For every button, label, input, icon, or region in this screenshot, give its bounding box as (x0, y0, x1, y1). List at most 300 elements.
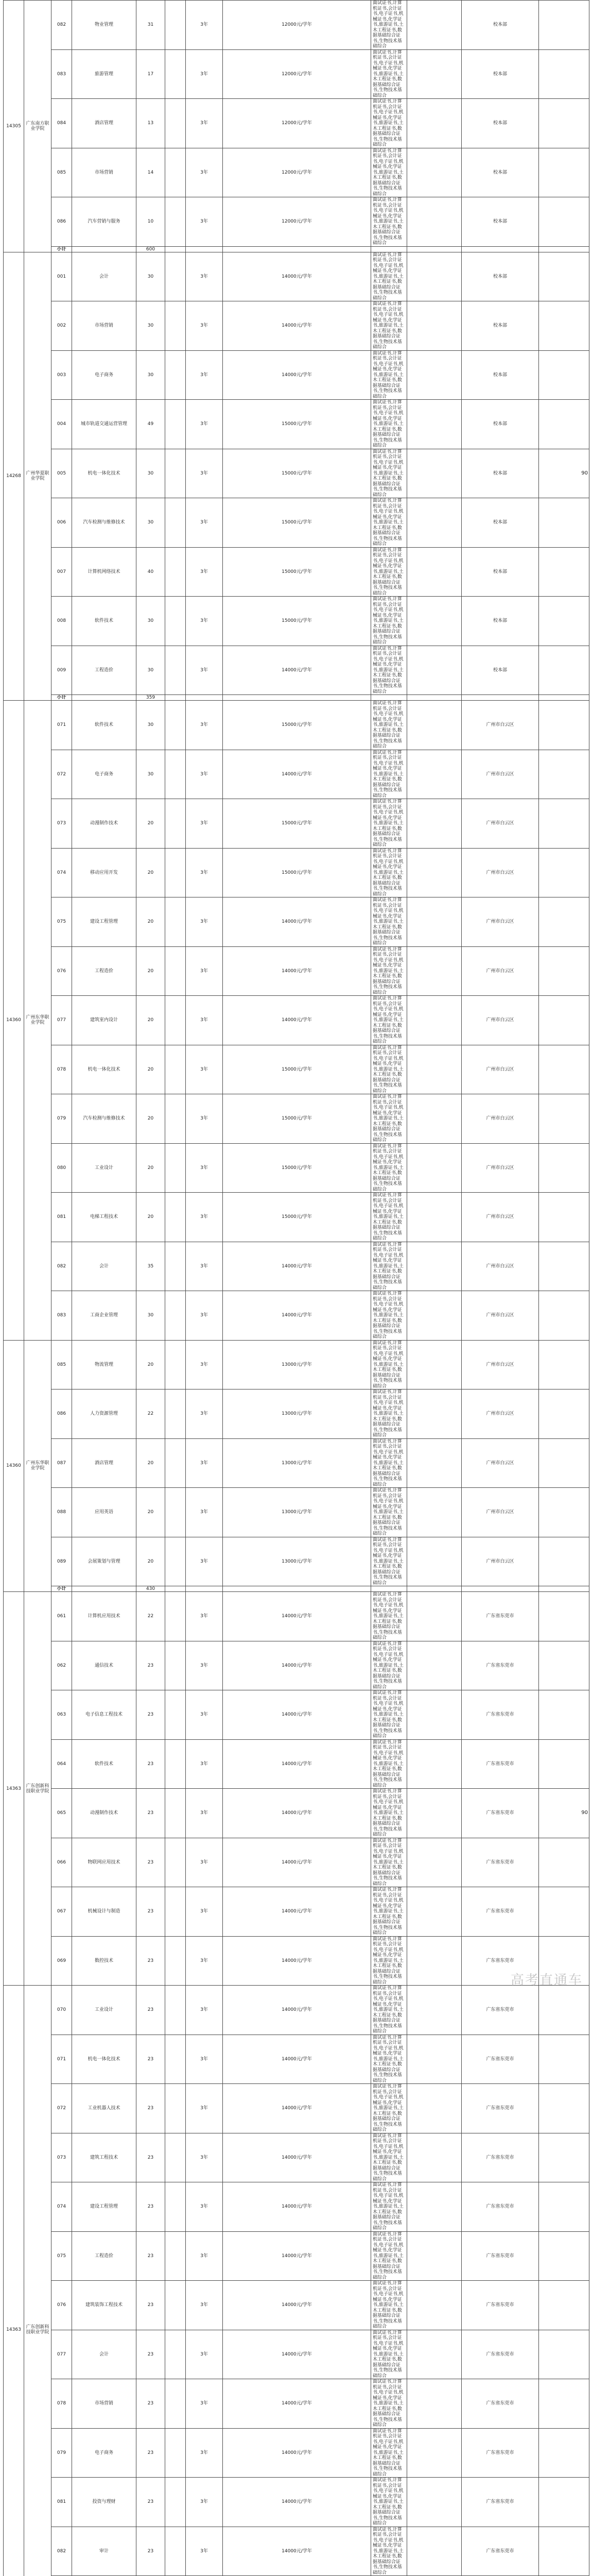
blank-cell (539, 1094, 589, 1144)
major-code: 007 (51, 547, 72, 597)
blank-cell (407, 646, 462, 695)
tuition-fee: 15000元/学年 (223, 498, 371, 548)
campus-location: 广州市白云区 (462, 1193, 539, 1242)
blank-cell (165, 1838, 186, 1887)
tuition-fee: 12000元/学年 (223, 99, 371, 148)
blank-cell (407, 2182, 462, 2232)
blank-cell (407, 1592, 462, 1641)
exam-remarks: 面试证书,计算机证书,会计证书,电子证书,机械证书,化学证书,旅游证书,土木工程证书,数据基础综合证书,生物技术基础综合 (371, 2379, 407, 2429)
study-length: 3年 (186, 498, 223, 548)
blank-cell (539, 2133, 589, 2182)
study-length: 3年 (186, 996, 223, 1045)
blank-cell (165, 848, 186, 897)
plan-count: 30 (136, 301, 165, 351)
blank-cell (407, 1242, 462, 1291)
major-code: 002 (51, 301, 72, 351)
blank-cell (165, 2527, 186, 2576)
plan-count: 23 (136, 1789, 165, 1838)
study-length: 3年 (186, 1045, 223, 1094)
major-name: 电梯工程技术 (72, 1193, 136, 1242)
campus-location: 广州市白云区 (462, 1242, 539, 1291)
study-length: 3年 (186, 350, 223, 400)
tuition-fee: 13000元/学年 (223, 1438, 371, 1488)
blank-cell (407, 301, 462, 351)
tuition-fee: 14000元/学年 (223, 2084, 371, 2133)
study-length: 3年 (186, 597, 223, 646)
major-name: 物流管理 (72, 1340, 136, 1389)
major-name: 物联网应用技术 (72, 1838, 136, 1887)
major-code: 082 (51, 1, 72, 50)
blank-cell (539, 1045, 589, 1094)
study-length: 3年 (186, 1936, 223, 1986)
major-code: 087 (51, 1438, 72, 1488)
exam-remarks: 面试证书,计算机证书,会计证书,电子证书,机械证书,化学证书,旅游证书,土木工程证书,数据基础综合证书,生物技术基础综合 (371, 1438, 407, 1488)
campus-location: 广东省东莞市 (462, 2231, 539, 2281)
blank-cell (539, 1242, 589, 1291)
subtotal-row (4, 246, 589, 252)
school-name: 广州东华职业学院 (24, 1340, 51, 1592)
blank-cell (539, 1887, 589, 1937)
blank-cell (165, 1586, 186, 1592)
blank-cell (186, 695, 223, 701)
blank-cell (407, 701, 462, 750)
blank-cell (539, 1, 589, 50)
blank-cell (539, 597, 589, 646)
major-name: 城市轨道交通运营管理 (72, 400, 136, 449)
table-row (4, 49, 589, 99)
major-name: 市场营销 (72, 301, 136, 351)
blank-cell (539, 2527, 589, 2576)
campus-location: 校本部 (462, 1, 539, 50)
plan-count: 13 (136, 99, 165, 148)
blank-cell (407, 1438, 462, 1488)
table-row (4, 1242, 589, 1291)
plan-count: 20 (136, 1143, 165, 1193)
study-length: 3年 (186, 2330, 223, 2379)
tuition-fee: 13000元/学年 (223, 1389, 371, 1439)
campus-location: 广东省东莞市 (462, 1936, 539, 1986)
exam-remarks: 面试证书,计算机证书,会计证书,电子证书,机械证书,化学证书,旅游证书,土木工程证书,数据基础综合证书,生物技术基础综合 (371, 2281, 407, 2330)
exam-remarks: 面试证书,计算机证书,会计证书,电子证书,机械证书,化学证书,旅游证书,土木工程证书,数据基础综合证书,生物技术基础综合 (371, 1488, 407, 1537)
blank-cell (165, 350, 186, 400)
blank-cell (407, 2231, 462, 2281)
major-name: 会展策划与管理 (72, 1537, 136, 1586)
blank-cell (407, 1045, 462, 1094)
blank-cell (539, 547, 589, 597)
tuition-fee: 14000元/学年 (223, 996, 371, 1045)
major-name: 会计 (72, 2330, 136, 2379)
plan-count: 30 (136, 750, 165, 799)
campus-location: 校本部 (462, 597, 539, 646)
plan-count: 20 (136, 1438, 165, 1488)
exam-remarks: 面试证书,计算机证书,会计证书,电子证书,机械证书,化学证书,旅游证书,土木工程证书,数据基础综合证书,生物技术基础综合 (371, 1739, 407, 1789)
major-name: 审计 (72, 2527, 136, 2576)
major-code: 081 (51, 2478, 72, 2527)
major-name: 电子商务 (72, 2428, 136, 2478)
blank-cell (539, 1438, 589, 1488)
plan-count: 23 (136, 1641, 165, 1690)
school-code: 14360 (4, 1340, 24, 1592)
study-length: 3年 (186, 197, 223, 247)
exam-remarks: 面试证书,计算机证书,会计证书,电子证书,机械证书,化学证书,旅游证书,土木工程证书,数据基础综合证书,生物技术基础综合 (371, 1592, 407, 1641)
blank-cell (407, 597, 462, 646)
study-length: 3年 (186, 1592, 223, 1641)
plan-count: 49 (136, 400, 165, 449)
tuition-fee: 14000元/学年 (223, 946, 371, 996)
blank-cell (539, 996, 589, 1045)
table-row (4, 2133, 589, 2182)
major-code: 084 (51, 99, 72, 148)
blank-cell (539, 897, 589, 947)
major-name: 工程造价 (72, 946, 136, 996)
blank-cell (165, 1789, 186, 1838)
blank-cell (539, 400, 589, 449)
table-row (4, 848, 589, 897)
blank-cell (539, 1291, 589, 1341)
blank-cell (407, 2527, 462, 2576)
plan-count: 20 (136, 848, 165, 897)
blank-cell (165, 252, 186, 301)
table-row (4, 498, 589, 548)
blank-cell (539, 2330, 589, 2379)
blank-cell (407, 1690, 462, 1740)
study-length: 3年 (186, 2133, 223, 2182)
subtotal-label: 小计 (51, 695, 72, 701)
major-name: 物业管理 (72, 1, 136, 50)
blank-cell (539, 1193, 589, 1242)
study-length: 3年 (186, 646, 223, 695)
blank-cell (539, 695, 589, 701)
plan-count: 20 (136, 1094, 165, 1144)
major-name: 移动应用开发 (72, 848, 136, 897)
blank-cell (186, 1586, 223, 1592)
blank-cell (371, 1586, 407, 1592)
table-row (4, 547, 589, 597)
blank-cell (165, 2231, 186, 2281)
table-row (4, 1143, 589, 1193)
tuition-fee: 15000元/学年 (223, 449, 371, 498)
plan-count: 23 (136, 2527, 165, 2576)
blank-cell (407, 996, 462, 1045)
major-name: 数控技术 (72, 1936, 136, 1986)
campus-location: 校本部 (462, 547, 539, 597)
blank-cell (186, 246, 223, 252)
table-row (4, 2379, 589, 2429)
exam-remarks: 面试证书,计算机证书,会计证书,电子证书,机械证书,化学证书,旅游证书,土木工程证书,数据基础综合证书,生物技术基础综合 (371, 1242, 407, 1291)
tuition-fee: 15000元/学年 (223, 1045, 371, 1094)
study-length: 3年 (186, 148, 223, 197)
major-name: 应用英语 (72, 1488, 136, 1537)
table-row (4, 350, 589, 400)
blank-cell (539, 49, 589, 99)
plan-count: 20 (136, 1537, 165, 1586)
tuition-fee: 14000元/学年 (223, 2379, 371, 2429)
school-name: 广东创新科技职业学院 (24, 1986, 51, 2576)
blank-cell (539, 1537, 589, 1586)
major-code: 076 (51, 2281, 72, 2330)
school-code: 14305 (4, 1, 24, 252)
exam-remarks: 面试证书,计算机证书,会计证书,电子证书,机械证书,化学证书,旅游证书,土木工程证书,数据基础综合证书,生物技术基础综合 (371, 1045, 407, 1094)
exam-remarks: 面试证书,计算机证书,会计证书,电子证书,机械证书,化学证书,旅游证书,土木工程证书,数据基础综合证书,生物技术基础综合 (371, 1389, 407, 1439)
major-code: 077 (51, 996, 72, 1045)
study-length: 3年 (186, 848, 223, 897)
blank-cell (407, 2035, 462, 2084)
major-name: 工程造价 (72, 646, 136, 695)
blank-cell (539, 2084, 589, 2133)
plan-count: 31 (136, 1, 165, 50)
blank-cell (165, 148, 186, 197)
study-length: 3年 (186, 99, 223, 148)
blank-cell (539, 99, 589, 148)
tuition-fee: 14000元/学年 (223, 2428, 371, 2478)
blank-cell (539, 246, 589, 252)
major-name: 工程造价 (72, 2231, 136, 2281)
blank-cell (165, 1438, 186, 1488)
blank-cell (539, 1488, 589, 1537)
blank-cell (407, 750, 462, 799)
campus-location: 校本部 (462, 197, 539, 247)
table-row (4, 301, 589, 351)
tuition-fee: 14000元/学年 (223, 1789, 371, 1838)
blank-cell (223, 246, 371, 252)
study-length: 3年 (186, 1690, 223, 1740)
plan-count: 14 (136, 148, 165, 197)
table-row (4, 646, 589, 695)
blank-cell (165, 1094, 186, 1144)
major-name: 会计 (72, 1242, 136, 1291)
study-length: 3年 (186, 547, 223, 597)
blank-cell (165, 498, 186, 548)
study-length: 3年 (186, 1838, 223, 1887)
exam-remarks: 面试证书,计算机证书,会计证书,电子证书,机械证书,化学证书,旅游证书,土木工程证书,数据基础综合证书,生物技术基础综合 (371, 1, 407, 50)
blank-cell (407, 1936, 462, 1986)
study-length: 3年 (186, 2084, 223, 2133)
table-row (4, 449, 589, 498)
tuition-fee: 14000元/学年 (223, 2182, 371, 2232)
study-length: 3年 (186, 1193, 223, 1242)
table-row (4, 1690, 589, 1740)
study-length: 3年 (186, 449, 223, 498)
major-code: 079 (51, 2428, 72, 2478)
campus-location: 广东省东莞市 (462, 2084, 539, 2133)
study-length: 3年 (186, 1789, 223, 1838)
table-row (4, 701, 589, 750)
tuition-fee: 14000元/学年 (223, 1291, 371, 1341)
school-code: 14363 (4, 1986, 24, 2576)
campus-location: 广东省东莞市 (462, 1789, 539, 1838)
exam-remarks: 面试证书,计算机证书,会计证书,电子证书,机械证书,化学证书,旅游证书,土木工程证书,数据基础综合证书,生物技术基础综合 (371, 597, 407, 646)
study-length: 3年 (186, 1094, 223, 1144)
blank-cell (371, 695, 407, 701)
study-length: 3年 (186, 799, 223, 849)
study-length: 3年 (186, 1143, 223, 1193)
blank-cell (165, 99, 186, 148)
blank-cell (539, 1641, 589, 1690)
table-row (4, 597, 589, 646)
major-name: 动漫制作技术 (72, 1789, 136, 1838)
table-row (4, 799, 589, 849)
blank-cell (407, 498, 462, 548)
table-row (4, 1, 589, 50)
study-length: 3年 (186, 400, 223, 449)
plan-count: 30 (136, 1291, 165, 1341)
blank-cell (165, 701, 186, 750)
exam-remarks: 面试证书,计算机证书,会计证书,电子证书,机械证书,化学证书,旅游证书,土木工程证书,数据基础综合证书,生物技术基础综合 (371, 848, 407, 897)
major-code: 003 (51, 350, 72, 400)
blank-cell (165, 1242, 186, 1291)
major-name: 动漫制作技术 (72, 799, 136, 849)
exam-remarks: 面试证书,计算机证书,会计证书,电子证书,机械证书,化学证书,旅游证书,土木工程证书,数据基础综合证书,生物技术基础综合 (371, 1537, 407, 1586)
major-name: 机电一体化技术 (72, 449, 136, 498)
major-name: 建设工程管理 (72, 897, 136, 947)
tuition-fee: 15000元/学年 (223, 701, 371, 750)
major-code: 083 (51, 49, 72, 99)
campus-location: 广东省东莞市 (462, 2035, 539, 2084)
campus-location: 广东省东莞市 (462, 2330, 539, 2379)
major-code: 063 (51, 1690, 72, 1740)
study-length: 3年 (186, 252, 223, 301)
blank-cell (539, 848, 589, 897)
plan-count: 17 (136, 49, 165, 99)
blank-cell (165, 1389, 186, 1439)
blank-cell (165, 449, 186, 498)
plan-count: 30 (136, 701, 165, 750)
major-name: 市场营销 (72, 2379, 136, 2429)
plan-count: 20 (136, 1488, 165, 1537)
plan-count: 23 (136, 2478, 165, 2527)
study-length: 3年 (186, 1887, 223, 1937)
campus-location: 广州市白云区 (462, 897, 539, 947)
study-length: 3年 (186, 2035, 223, 2084)
tuition-fee: 14000元/学年 (223, 301, 371, 351)
campus-location: 校本部 (462, 99, 539, 148)
major-code: 086 (51, 1389, 72, 1439)
plan-count: 23 (136, 2182, 165, 2232)
exam-remarks: 面试证书,计算机证书,会计证书,电子证书,机械证书,化学证书,旅游证书,土木工程证书,数据基础综合证书,生物技术基础综合 (371, 2231, 407, 2281)
major-code: 008 (51, 597, 72, 646)
major-code: 064 (51, 1739, 72, 1789)
blank-cell (539, 750, 589, 799)
blank-cell (407, 2330, 462, 2379)
plan-count: 30 (136, 646, 165, 695)
blank-cell (165, 1488, 186, 1537)
major-name: 汽车检测与维修技术 (72, 1094, 136, 1144)
major-code: 001 (51, 252, 72, 301)
table-row (4, 750, 589, 799)
major-code: 085 (51, 148, 72, 197)
study-length: 3年 (186, 701, 223, 750)
tuition-fee: 14000元/学年 (223, 646, 371, 695)
study-length: 3年 (186, 1389, 223, 1439)
blank-cell (165, 1, 186, 50)
table-row (4, 1291, 589, 1341)
campus-location: 广州市白云区 (462, 946, 539, 996)
major-code: 089 (51, 1537, 72, 1586)
exam-remarks: 面试证书,计算机证书,会计证书,电子证书,机械证书,化学证书,旅游证书,土木工程证书,数据基础综合证书,生物技术基础综合 (371, 400, 407, 449)
campus-location: 广州市白云区 (462, 1045, 539, 1094)
blank-cell (407, 2428, 462, 2478)
tuition-fee: 14000元/学年 (223, 1690, 371, 1740)
exam-remarks: 面试证书,计算机证书,会计证书,电子证书,机械证书,化学证书,旅游证书,土木工程证书,数据基础综合证书,生物技术基础综合 (371, 547, 407, 597)
table-row (4, 2281, 589, 2330)
major-code: 088 (51, 1488, 72, 1537)
tuition-fee: 12000元/学年 (223, 1, 371, 50)
table-row (4, 1488, 589, 1537)
subtotal-row (4, 1586, 589, 1592)
blank-cell (165, 1690, 186, 1740)
campus-location: 校本部 (462, 49, 539, 99)
blank-cell (407, 1389, 462, 1439)
study-length: 3年 (186, 301, 223, 351)
watermark: 高考直通车 (511, 1970, 583, 1989)
tuition-fee: 15000元/学年 (223, 799, 371, 849)
blank-cell (407, 148, 462, 197)
blank-cell (165, 1739, 186, 1789)
tuition-fee: 14000元/学年 (223, 2478, 371, 2527)
major-name: 电子信息工程技术 (72, 1690, 136, 1740)
campus-location: 广东省东莞市 (462, 2527, 539, 2576)
table-row (4, 946, 589, 996)
major-code: 073 (51, 799, 72, 849)
blank-cell (539, 2478, 589, 2527)
tuition-fee: 14000元/学年 (223, 1739, 371, 1789)
tuition-fee: 15000元/学年 (223, 848, 371, 897)
tuition-fee: 14000元/学年 (223, 1838, 371, 1887)
table-row (4, 1094, 589, 1144)
table-row (4, 1193, 589, 1242)
blank-cell (407, 1488, 462, 1537)
study-length: 3年 (186, 2527, 223, 2576)
blank-cell (539, 1690, 589, 1740)
blank-cell (165, 1592, 186, 1641)
blank-cell (539, 2379, 589, 2429)
plan-count: 23 (136, 1986, 165, 2035)
blank-cell (165, 2035, 186, 2084)
major-code: 082 (51, 1242, 72, 1291)
study-length: 3年 (186, 1986, 223, 2035)
blank-cell (72, 246, 136, 252)
blank-cell (407, 197, 462, 247)
tuition-fee: 12000元/学年 (223, 49, 371, 99)
major-name: 会计 (72, 252, 136, 301)
exam-remarks: 面试证书,计算机证书,会计证书,电子证书,机械证书,化学证书,旅游证书,土木工程证书,数据基础综合证书,生物技术基础综合 (371, 701, 407, 750)
exam-remarks: 面试证书,计算机证书,会计证书,电子证书,机械证书,化学证书,旅游证书,土木工程证书,数据基础综合证书,生物技术基础综合 (371, 2035, 407, 2084)
plan-count: 23 (136, 2379, 165, 2429)
study-length: 3年 (186, 2231, 223, 2281)
tuition-fee: 14000元/学年 (223, 1641, 371, 1690)
blank-cell (407, 1340, 462, 1389)
blank-cell (407, 1143, 462, 1193)
campus-location: 广东省东莞市 (462, 1641, 539, 1690)
plan-count: 23 (136, 2035, 165, 2084)
blank-cell (539, 2281, 589, 2330)
blank-cell (165, 1193, 186, 1242)
major-code: 004 (51, 400, 72, 449)
exam-remarks: 面试证书,计算机证书,会计证书,电子证书,机械证书,化学证书,旅游证书,土木工程证书,数据基础综合证书,生物技术基础综合 (371, 799, 407, 849)
tuition-fee: 14000元/学年 (223, 2330, 371, 2379)
plan-count: 23 (136, 1838, 165, 1887)
blank-cell (165, 246, 186, 252)
plan-count: 20 (136, 996, 165, 1045)
tuition-fee: 13000元/学年 (223, 1340, 371, 1389)
study-length: 3年 (186, 1291, 223, 1341)
plan-count: 23 (136, 1887, 165, 1937)
subtotal-value: 600 (136, 246, 165, 252)
major-code: 061 (51, 1592, 72, 1641)
blank-cell (165, 946, 186, 996)
study-length: 3年 (186, 1739, 223, 1789)
tuition-fee: 14000元/学年 (223, 897, 371, 947)
